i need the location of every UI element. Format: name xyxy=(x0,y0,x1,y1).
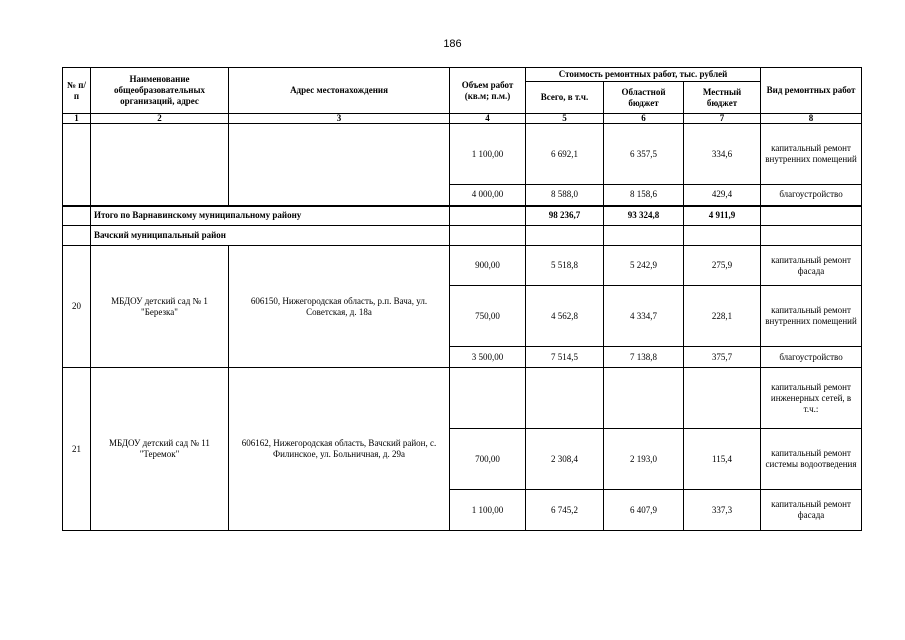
subtotal-regional: 93 324,8 xyxy=(604,206,684,226)
regional-cell: 4 334,7 xyxy=(604,286,684,347)
page-number: 186 xyxy=(443,38,462,50)
subtotal-total: 98 236,7 xyxy=(526,206,604,226)
header-work-type: Вид ремонтных работ xyxy=(761,68,862,114)
org-address: 606162, Нижегородская область, Вачский район, с. Филинское, ул. Больничная, д. 29а xyxy=(229,368,450,531)
volume-cell xyxy=(450,368,526,429)
table-row xyxy=(63,124,862,185)
total-cell: 5 518,8 xyxy=(526,246,604,286)
total-cell: 6 745,2 xyxy=(526,490,604,531)
table-row xyxy=(63,368,862,429)
work-type-cell: благоустройство xyxy=(761,347,862,368)
header-local: Местный бюджет xyxy=(684,82,761,114)
local-cell: 337,3 xyxy=(684,490,761,531)
regional-cell: 2 193,0 xyxy=(604,429,684,490)
work-type-cell: капитальный ремонт внутренних помещений xyxy=(761,124,862,185)
volume-cell: 700,00 xyxy=(450,429,526,490)
volume-cell: 1 100,00 xyxy=(450,124,526,185)
org-name: МБДОУ детский сад № 11 "Теремок" xyxy=(91,368,229,531)
work-type-cell: капитальный ремонт системы водоотведения xyxy=(761,429,862,490)
local-cell: 375,7 xyxy=(684,347,761,368)
header-cost-group: Стоимость ремонтных работ, тыс. рублей xyxy=(526,68,761,82)
volume-cell: 1 100,00 xyxy=(450,490,526,531)
local-cell: 429,4 xyxy=(684,185,761,206)
local-cell: 275,9 xyxy=(684,246,761,286)
column-number: 6 xyxy=(604,114,684,124)
total-cell: 7 514,5 xyxy=(526,347,604,368)
column-number: 7 xyxy=(684,114,761,124)
table-row xyxy=(63,246,862,286)
regional-cell: 6 357,5 xyxy=(604,124,684,185)
volume-cell: 3 500,00 xyxy=(450,347,526,368)
work-type-cell: капитальный ремонт фасада xyxy=(761,246,862,286)
header-volume: Объем работ (кв.м; п.м.) xyxy=(450,68,526,114)
header-name: Наименование общеобразовательных организаций, адрес xyxy=(91,68,229,114)
district-row xyxy=(63,226,862,246)
column-numbers-row xyxy=(63,114,862,124)
total-cell: 2 308,4 xyxy=(526,429,604,490)
total-cell: 6 692,1 xyxy=(526,124,604,185)
subtotal-label: Итого по Варнавинскому муниципальному району xyxy=(91,206,450,226)
org-name: МБДОУ детский сад № 1 "Березка" xyxy=(91,246,229,368)
work-type-cell: благоустройство xyxy=(761,185,862,206)
local-cell xyxy=(684,368,761,429)
total-cell xyxy=(526,368,604,429)
column-number: 4 xyxy=(450,114,526,124)
work-type-cell: капитальный ремонт инженерных сетей, в т.ч.: xyxy=(761,368,862,429)
repair-works-table xyxy=(62,67,862,531)
regional-cell: 7 138,8 xyxy=(604,347,684,368)
volume-cell: 4 000,00 xyxy=(450,185,526,206)
volume-cell: 750,00 xyxy=(450,286,526,347)
subtotal-local: 4 911,9 xyxy=(684,206,761,226)
district-name: Вачский муниципальный район xyxy=(91,226,450,246)
column-number: 3 xyxy=(229,114,450,124)
header-total: Всего, в т.ч. xyxy=(526,82,604,114)
regional-cell: 6 407,9 xyxy=(604,490,684,531)
header-num: № п/п xyxy=(63,68,91,114)
volume-cell: 900,00 xyxy=(450,246,526,286)
column-number: 8 xyxy=(761,114,862,124)
org-address: 606150, Нижегородская область, р.п. Вача, ул. Советская, д. 18а xyxy=(229,246,450,368)
local-cell: 228,1 xyxy=(684,286,761,347)
column-number: 2 xyxy=(91,114,229,124)
regional-cell xyxy=(604,368,684,429)
regional-cell: 8 158,6 xyxy=(604,185,684,206)
row-number: 21 xyxy=(63,368,91,531)
column-number: 1 xyxy=(63,114,91,124)
row-number: 20 xyxy=(63,246,91,368)
total-cell: 8 588,0 xyxy=(526,185,604,206)
header-address: Адрес местонахождения xyxy=(229,68,450,114)
work-type-cell: капитальный ремонт фасада xyxy=(761,490,862,531)
column-number: 5 xyxy=(526,114,604,124)
local-cell: 334,6 xyxy=(684,124,761,185)
regional-cell: 5 242,9 xyxy=(604,246,684,286)
subtotal-row xyxy=(63,206,862,226)
total-cell: 4 562,8 xyxy=(526,286,604,347)
local-cell: 115,4 xyxy=(684,429,761,490)
work-type-cell: капитальный ремонт внутренних помещений xyxy=(761,286,862,347)
header-regional: Областной бюджет xyxy=(604,82,684,114)
